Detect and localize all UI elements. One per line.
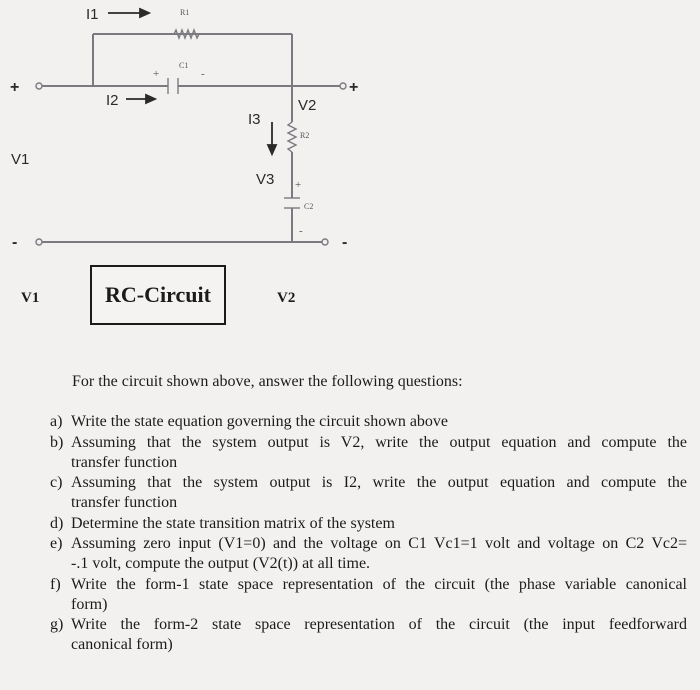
question-line: Determine the state transition matrix of the system [71,514,395,532]
question-text [71,514,687,534]
r2-resistor [288,122,296,152]
terminal-top-right [340,83,346,89]
question-line: Write the form-1 state space representation of the circuit (the phase variable canonical [71,575,687,593]
question-letter: g) [50,616,64,633]
question-letter: f) [50,575,61,593]
i1-arrow-head [140,9,149,17]
question-letter: b) [50,433,64,451]
c1-plus-sign: + [153,68,160,80]
question-line: transfer function [71,494,178,511]
block-diagram [0,255,700,335]
question-letter: a) [50,413,63,430]
c2-plus-sign: + [295,179,302,191]
rc-circuit-block: RC-Circuit [90,265,226,325]
question-line: transfer function [71,453,178,471]
question-line: Assuming zero input (V1=0) and the voltage on C1 Vc1=1 volt and voltage on C2 Vc2= [71,535,687,552]
question-line: Assuming that the system output is I2, write the output equation and compute the [71,474,687,491]
question-line: Assuming that the system output is V2, write the output equation and compute the [71,433,687,451]
terminal-top-left [36,83,42,89]
question-letter: d) [50,514,64,532]
r2-label: R2 [300,131,310,140]
question-text [71,575,687,615]
terminal-bottom-left [36,239,42,245]
question-line: Write the state equation governing the circuit shown above [71,413,449,430]
question-line: form) [71,595,108,613]
question-text [71,534,687,574]
minus-right-terminal: - [342,234,348,251]
i2-arrow-head [146,95,155,103]
question-text [71,412,687,432]
c2-label: C2 [304,202,314,211]
r1-label: R1 [180,8,190,17]
question-letter: e) [50,535,63,552]
block-input-label: V1 [21,290,40,306]
rc-circuit-diagram [0,0,700,260]
question-text [71,615,687,655]
v2-label: V2 [298,97,317,114]
c1-minus-sign: - [201,68,205,80]
i3-label: I3 [248,111,261,128]
block-output-label: V2 [277,290,296,306]
terminal-bottom-right [322,239,328,245]
question-line: canonical form) [71,636,173,653]
question-letter: c) [50,474,63,491]
minus-left-terminal: - [12,234,18,251]
plus-left-terminal: + [10,79,20,96]
question-line: Write the form-2 state space representation of the circuit (the input feedforward [71,616,687,633]
questions-intro: For the circuit shown above, answer the following questions: [72,373,463,390]
question-text [71,433,687,473]
i1-label: I1 [86,6,99,23]
v3-label: V3 [256,171,275,188]
plus-right-terminal: + [349,79,359,96]
question-text [71,473,687,513]
i2-label: I2 [106,92,119,109]
r1-resistor [174,30,199,38]
i3-arrow-head [268,145,276,154]
c1-label: C1 [179,61,189,70]
c2-minus-sign: - [299,225,303,237]
question-line: -.1 volt, compute the output (V2(t)) at all time. [71,555,371,572]
v1-label: V1 [11,151,30,168]
